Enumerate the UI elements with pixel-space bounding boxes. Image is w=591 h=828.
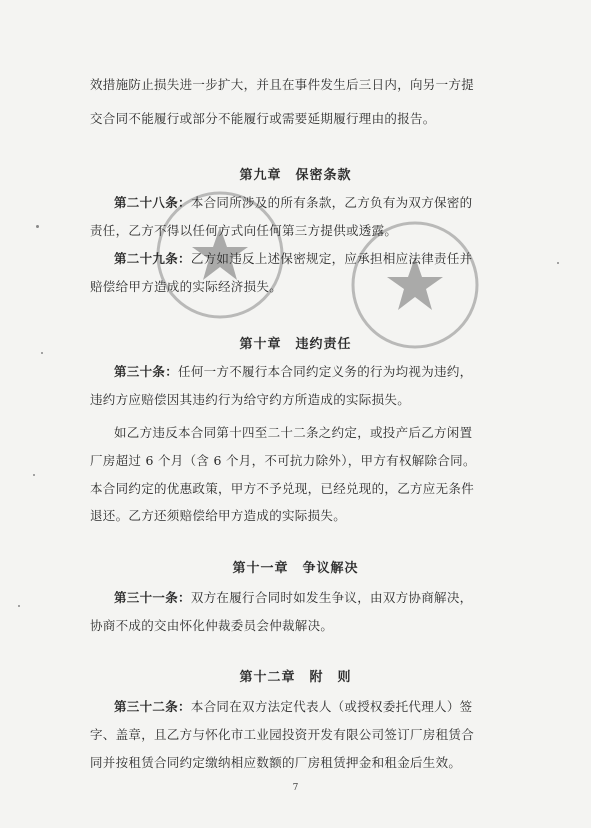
scan-speck: [41, 352, 43, 354]
article-32-line-3: 同并按租赁合同约定缴纳相应数额的厂房租赁押金和租金后生效。: [90, 755, 462, 770]
article-28-label: 第二十八条：: [114, 195, 191, 210]
chapter-10-heading: 第十章 违约责任: [239, 337, 352, 352]
article-29-line-1: [114, 251, 554, 267]
article-32-text: 本合同在双方法定代表人（或授权委托代理人）签: [190, 699, 473, 714]
chapter-12-heading: 第十二章 附 则: [239, 670, 352, 685]
article-32-label: 第三十二条：: [114, 699, 191, 714]
chapter-10-para-line-3: 本合同约定的优惠政策，甲方不予兑现，已经兑现的，乙方应无条件: [90, 481, 475, 496]
body-line: 交合同不能履行或部分不能履行或需要延期履行理由的报告。: [90, 111, 436, 126]
chapter-9-heading: 第九章 保密条款: [239, 168, 352, 183]
chapter-10-para-line-2: 厂房超过 6 个月（含 6 个月，不可抗力除外），甲方有权解除合同。: [90, 453, 476, 468]
article-31-text: 双方在履行合同时如发生争议，由双方协商解决，: [190, 590, 473, 605]
body-line: 效措施防止损失进一步扩大，并且在事件发生后三日内，向另一方提: [90, 77, 475, 92]
article-29-line-2: 赔偿给甲方造成的实际经济损失。: [90, 279, 283, 294]
article-29-text: 乙方如违反上述保密规定，应承担相应法律责任并: [190, 251, 473, 266]
article-31-label: 第三十一条：: [114, 590, 191, 605]
article-30-label: 第三十条：: [114, 364, 179, 379]
chapter-10-para-line-1: 如乙方违反本合同第十四至二十二条之约定，或投产后乙方闲置: [114, 425, 473, 440]
article-30-text: 任何一方不履行本合同约定义务的行为均视为违约，: [178, 364, 473, 379]
scan-speck: [557, 262, 559, 264]
article-31-line-1: [114, 590, 554, 606]
chapter-10-para-line-4: 退还。乙方还须赔偿给甲方造成的实际损失。: [90, 508, 347, 523]
scan-speck: [33, 474, 35, 476]
article-28-text: 本合同所涉及的所有条款，乙方负有为双方保密的: [190, 195, 473, 210]
page-number: 7: [292, 783, 299, 793]
article-30-line-2: 违约方应赔偿因其违约行为给守约方所造成的实际损失。: [90, 392, 411, 407]
article-28-line-1: [114, 195, 554, 211]
article-28-line-2: 责任，乙方不得以任何方式向任何第三方提供或透露。: [90, 223, 398, 238]
article-29-label: 第二十九条：: [114, 251, 191, 266]
article-30-line-1: [114, 364, 554, 380]
scan-speck: [36, 225, 39, 228]
article-31-line-2: 协商不成的交由怀化仲裁委员会仲裁解决。: [90, 618, 334, 633]
article-32-line-2: 字、盖章，且乙方与怀化市工业园投资开发有限公司签订厂房租赁合: [90, 727, 475, 742]
chapter-11-heading: 第十一章 争议解决: [232, 561, 359, 576]
scan-speck: [18, 605, 20, 607]
article-32-line-1: [114, 699, 554, 715]
